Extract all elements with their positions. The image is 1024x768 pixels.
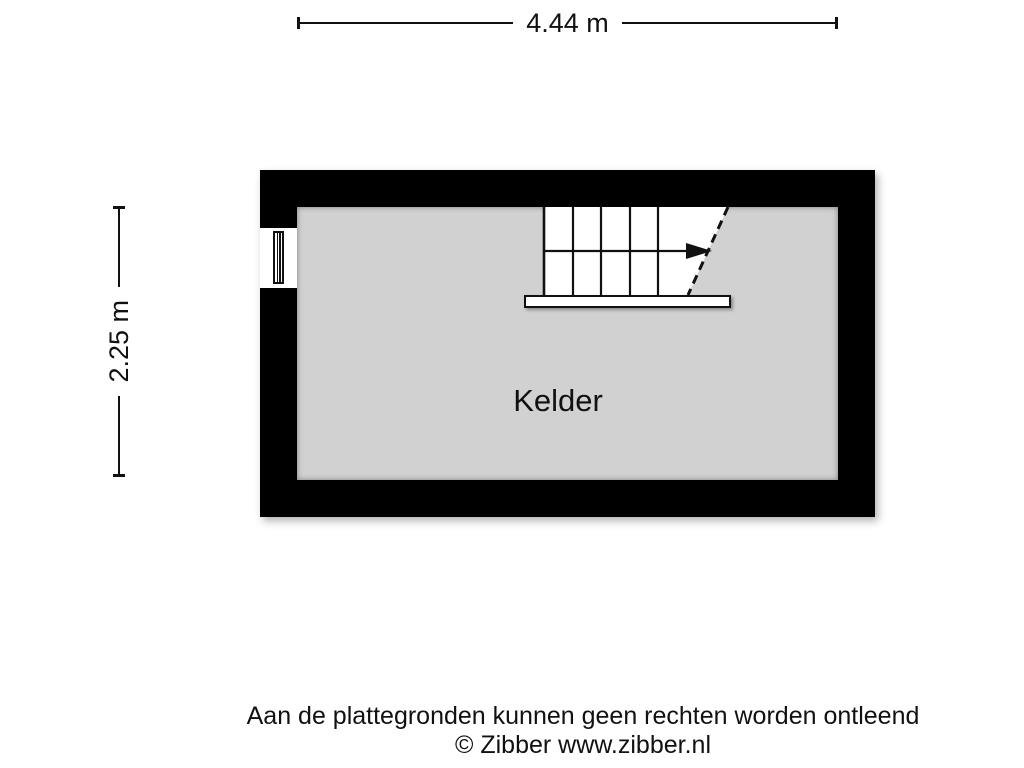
height-dimension-label: 2.25 m [103,300,134,383]
dimension-tick-bottom [113,474,125,477]
stair-landing [524,295,731,308]
disclaimer-text: Aan de plattegronden kunnen geen rechten worden ontleend [246,702,920,730]
dimension-tick-right [835,17,838,29]
footer [247,702,920,760]
dimension-line-segment [118,396,120,474]
room-label: Kelder [513,383,603,418]
copyright-text: © Zibber www.zibber.nl [454,731,712,759]
width-dimension-label: 4.44 m [526,7,609,38]
window-pane-line [277,233,279,282]
width-dimension [297,0,838,46]
window-pane-line [279,233,281,282]
window-opening [260,228,297,288]
dimension-line-segment [118,209,120,287]
dimension-line-segment [300,22,513,24]
floor-plan [260,170,875,517]
dimension-line-segment [622,22,835,24]
staircase-icon [541,207,733,296]
height-dimension [97,206,141,477]
window-icon [273,231,284,284]
